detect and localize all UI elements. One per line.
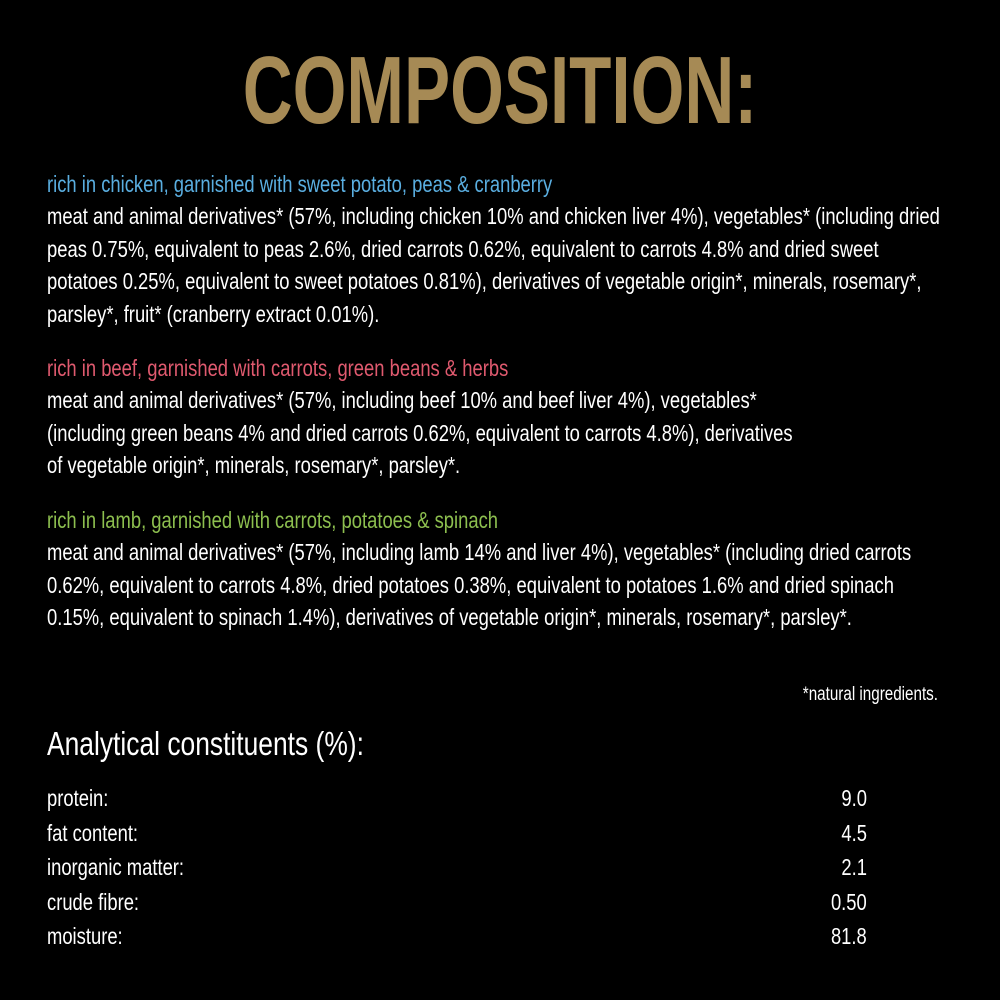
variety-chicken: [47, 168, 947, 330]
constituent-value: 4.5: [841, 819, 867, 846]
constituent-row: [47, 886, 867, 921]
constituent-name: inorganic matter:: [47, 854, 185, 880]
constituent-value: 0.50: [831, 888, 867, 915]
variety-beef: [47, 352, 947, 482]
variety-heading-chicken: rich in chicken, garnished with sweet potato, peas & cranberry: [47, 171, 553, 197]
constituent-name: crude fibre:: [47, 888, 140, 915]
constituent-row: [47, 817, 867, 852]
variety-heading-lamb: rich in lamb, garnished with carrots, potatoes & spinach: [47, 507, 499, 533]
constituent-value: 9.0: [841, 785, 867, 811]
constituents-table: [47, 782, 867, 955]
variety-lamb: [47, 504, 947, 634]
constituent-name: fat content:: [47, 819, 139, 846]
variety-ingredients-chicken: meat and animal derivatives* (57%, including chicken 10% and chicken liver 4%), vegetables* (including dried peas 0.75%, equivalent to peas 2.6%, dried carrots 0.62%, equivalent to carrots 4.8% and dried sweet potatoes 0.25%, equivalent to sweet potatoes 0.81%), derivatives of vegetable origin*, minerals, rosemary*, parsley*, fruit* (cranberry extract 0.01%).: [47, 203, 940, 327]
constituent-value: 81.8: [831, 923, 867, 949]
constituent-name: protein:: [47, 785, 109, 811]
constituent-name: moisture:: [47, 923, 123, 949]
analytical-heading: Analytical constituents (%):: [47, 725, 364, 762]
variety-heading-beef: rich in beef, garnished with carrots, green beans & herbs: [47, 355, 509, 381]
page-title: COMPOSITION:: [242, 37, 758, 144]
variety-ingredients-lamb: meat and animal derivatives* (57%, including lamb 14% and liver 4%), vegetables* (including dried carrots 0.62%, equivalent to carrots 4.8%, dried potatoes 0.38%, equivalent to potatoes 1.6% and dried spinach 0.15%, equivalent to spinach 1.4%), derivatives of vegetable origin*, minerals, rosemary*, parsley*.: [47, 539, 912, 630]
footnote: *natural ingredients.: [802, 684, 938, 705]
constituent-value: 2.1: [841, 854, 867, 880]
constituent-row: [47, 920, 867, 955]
variety-ingredients-beef: meat and animal derivatives* (57%, including beef 10% and beef liver 4%), vegetables* (including green beans 4% and dried carrots 0.62%, equivalent to carrots 4.8%), derivatives of vegetable origin*, minerals, rosemary*, parsley*.: [47, 387, 793, 478]
constituent-row: [47, 782, 867, 817]
constituent-row: [47, 851, 867, 886]
